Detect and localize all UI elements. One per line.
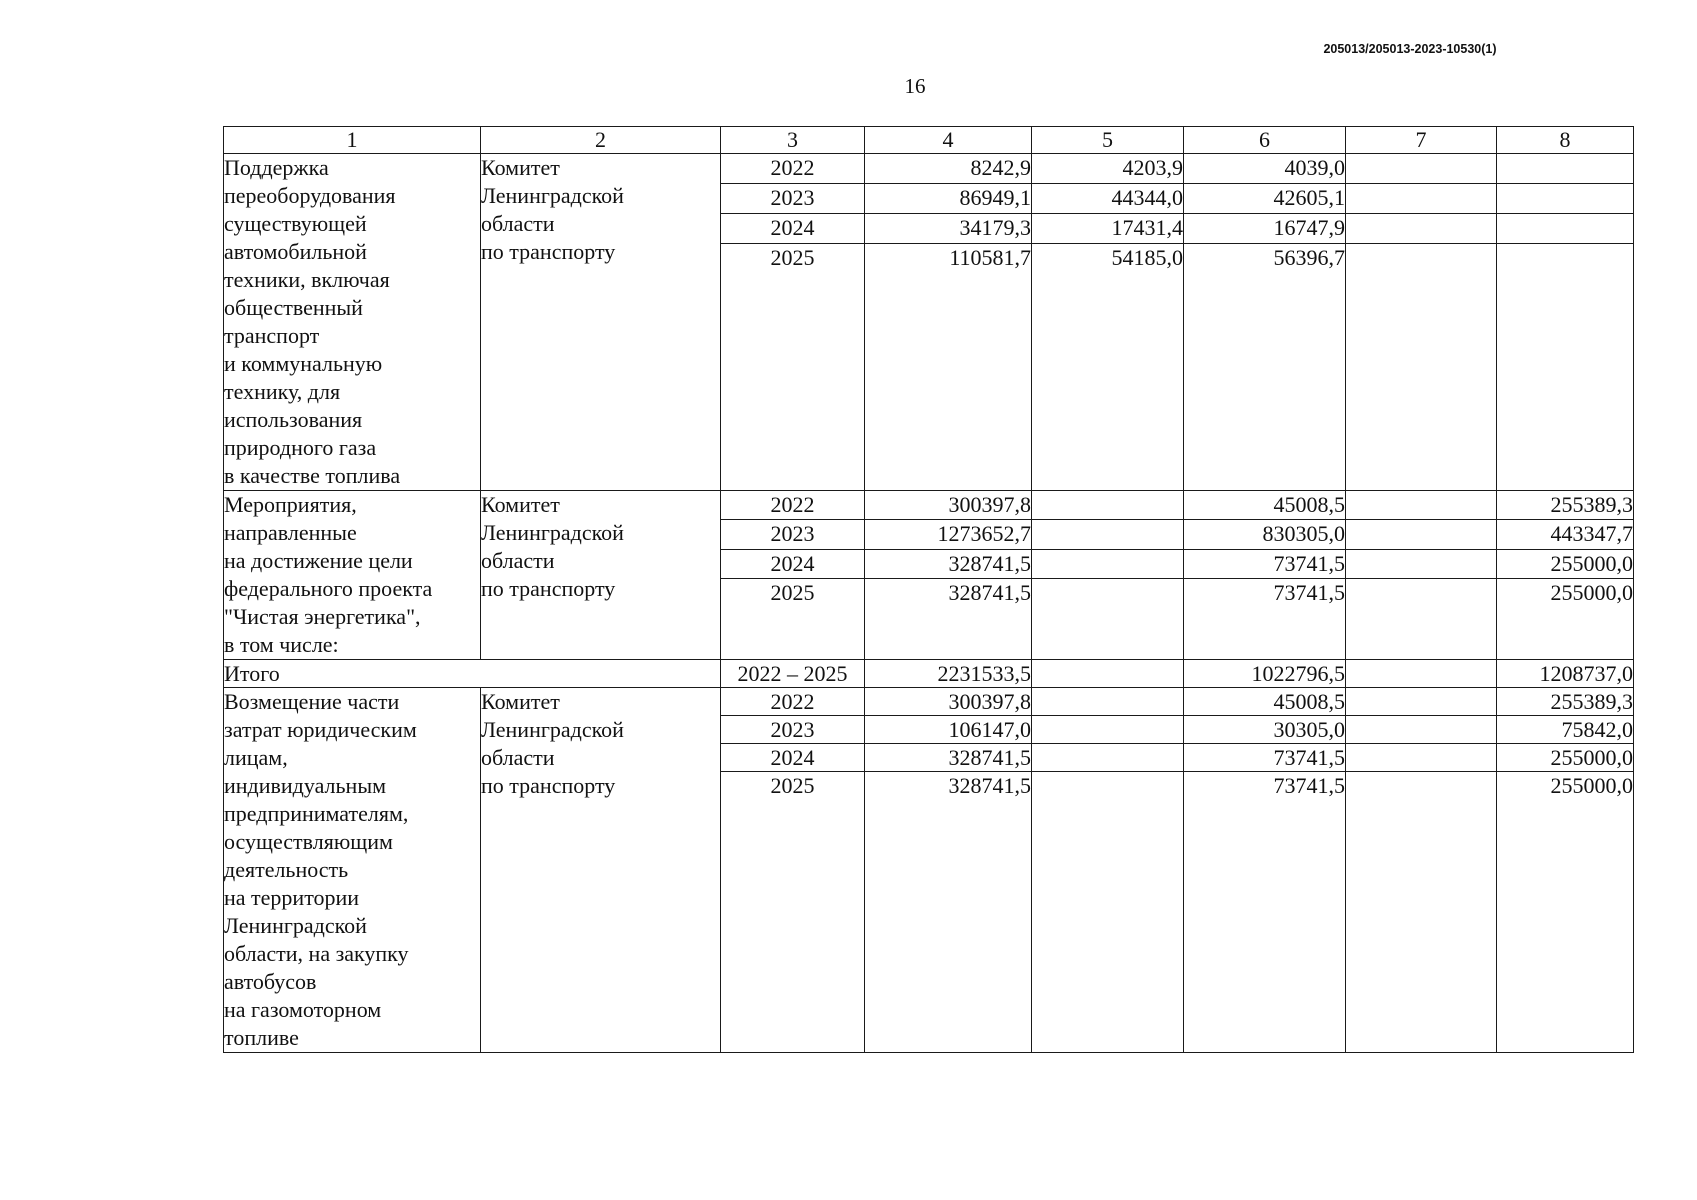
amount-col8-cell: 255000,0	[1497, 549, 1634, 578]
amount-col6-cell: 73741,5	[1184, 579, 1346, 660]
amount-col8-cell	[1497, 243, 1634, 490]
measure-name: Возмещение части затрат юридическим лицам, индивидуальным предпринимателям, осуществляющим деятельность на территории Ленинградской области, на закупку автобусов на газомоторном топливе	[224, 688, 481, 1053]
amount-col6-cell: 830305,0	[1184, 520, 1346, 549]
amount-col6-cell: 73741,5	[1184, 549, 1346, 578]
executor-name: Комитет Ленинградской области по транспорту	[481, 688, 721, 1053]
amount-col8-cell: 255000,0	[1497, 579, 1634, 660]
amount-col7-cell	[1346, 772, 1497, 1053]
amount-col5-cell	[1032, 688, 1184, 716]
amount-col6-cell: 16747,9	[1184, 213, 1346, 243]
column-header: 4	[865, 127, 1032, 154]
table-body	[224, 127, 1634, 1053]
year-cell: 2022	[721, 154, 865, 184]
amount-col5-cell	[1032, 549, 1184, 578]
table-row	[224, 688, 1634, 716]
amount-col5-cell: 4203,9	[1032, 154, 1184, 184]
amount-total-cell: 106147,0	[865, 716, 1032, 744]
total-col6: 1022796,5	[1184, 660, 1346, 688]
column-header: 8	[1497, 127, 1634, 154]
amount-col8-cell: 255000,0	[1497, 744, 1634, 772]
amount-total-cell: 328741,5	[865, 549, 1032, 578]
column-header: 7	[1346, 127, 1497, 154]
amount-col6-cell: 73741,5	[1184, 772, 1346, 1053]
amount-col7-cell	[1346, 744, 1497, 772]
amount-col8-cell: 255000,0	[1497, 772, 1634, 1053]
executor-name: Комитет Ленинградской области по транспорту	[481, 491, 721, 660]
amount-col8-cell	[1497, 213, 1634, 243]
amount-col6-cell: 56396,7	[1184, 243, 1346, 490]
year-cell: 2023	[721, 716, 865, 744]
amount-total-cell: 300397,8	[865, 688, 1032, 716]
amount-total-cell: 300397,8	[865, 491, 1032, 520]
amount-col7-cell	[1346, 579, 1497, 660]
amount-total-cell: 328741,5	[865, 772, 1032, 1053]
amount-total-cell: 86949,1	[865, 183, 1032, 213]
amount-col6-cell: 42605,1	[1184, 183, 1346, 213]
amount-col6-cell: 73741,5	[1184, 744, 1346, 772]
amount-col7-cell	[1346, 154, 1497, 184]
year-cell: 2024	[721, 744, 865, 772]
document-id: 205013/205013-2023-10530(1)	[1323, 42, 1497, 56]
amount-col8-cell: 255389,3	[1497, 491, 1634, 520]
executor-name: Комитет Ленинградской области по транспорту	[481, 154, 721, 491]
table-row	[224, 491, 1634, 520]
year-cell: 2025	[721, 579, 865, 660]
column-header: 2	[481, 127, 721, 154]
column-header: 3	[721, 127, 865, 154]
total-label: Итого	[224, 660, 721, 688]
amount-col6-cell: 45008,5	[1184, 491, 1346, 520]
amount-col5-cell	[1032, 744, 1184, 772]
amount-col5-cell: 17431,4	[1032, 213, 1184, 243]
amount-col6-cell: 30305,0	[1184, 716, 1346, 744]
year-cell: 2022	[721, 491, 865, 520]
year-cell: 2025	[721, 243, 865, 490]
amount-col7-cell	[1346, 688, 1497, 716]
year-cell: 2024	[721, 213, 865, 243]
amount-total-cell: 1273652,7	[865, 520, 1032, 549]
amount-col7-cell	[1346, 183, 1497, 213]
year-cell: 2023	[721, 520, 865, 549]
total-row	[224, 660, 1634, 688]
column-header: 5	[1032, 127, 1184, 154]
table-row	[224, 154, 1634, 184]
amount-col5-cell	[1032, 579, 1184, 660]
amount-col7-cell	[1346, 213, 1497, 243]
amount-col8-cell	[1497, 183, 1634, 213]
amount-total-cell: 328741,5	[865, 579, 1032, 660]
year-cell: 2022	[721, 688, 865, 716]
amount-col5-cell	[1032, 491, 1184, 520]
amount-col7-cell	[1346, 716, 1497, 744]
amount-col8-cell: 255389,3	[1497, 688, 1634, 716]
column-header: 6	[1184, 127, 1346, 154]
column-header-row	[224, 127, 1634, 154]
year-cell: 2023	[721, 183, 865, 213]
amount-total-cell: 8242,9	[865, 154, 1032, 184]
measure-name: Поддержка переоборудования существующей автомобильной техники, включая общественный транспорт и коммунальную технику, для использования природного газа в качестве топлива	[224, 154, 481, 491]
amount-col8-cell	[1497, 154, 1634, 184]
amount-col6-cell: 45008,5	[1184, 688, 1346, 716]
total-col5	[1032, 660, 1184, 688]
total-col7	[1346, 660, 1497, 688]
total-col4: 2231533,5	[865, 660, 1032, 688]
column-header: 1	[224, 127, 481, 154]
year-cell: 2025	[721, 772, 865, 1053]
amount-col5-cell	[1032, 716, 1184, 744]
amount-col5-cell: 44344,0	[1032, 183, 1184, 213]
page-number: 16	[904, 74, 926, 98]
amount-total-cell: 34179,3	[865, 213, 1032, 243]
amount-col7-cell	[1346, 549, 1497, 578]
amount-col5-cell: 54185,0	[1032, 243, 1184, 490]
total-col8: 1208737,0	[1497, 660, 1634, 688]
amount-total-cell: 110581,7	[865, 243, 1032, 490]
amount-col8-cell: 75842,0	[1497, 716, 1634, 744]
amount-col5-cell	[1032, 772, 1184, 1053]
measure-name: Мероприятия, направленные на достижение цели федерального проекта "Чистая энергетика", в том числе:	[224, 491, 481, 660]
amount-col7-cell	[1346, 491, 1497, 520]
amount-total-cell: 328741,5	[865, 744, 1032, 772]
amount-col8-cell: 443347,7	[1497, 520, 1634, 549]
amount-col5-cell	[1032, 520, 1184, 549]
total-period: 2022 – 2025	[721, 660, 865, 688]
amount-col6-cell: 4039,0	[1184, 154, 1346, 184]
amount-col7-cell	[1346, 520, 1497, 549]
budget-table	[223, 126, 1634, 1053]
year-cell: 2024	[721, 549, 865, 578]
amount-col7-cell	[1346, 243, 1497, 490]
